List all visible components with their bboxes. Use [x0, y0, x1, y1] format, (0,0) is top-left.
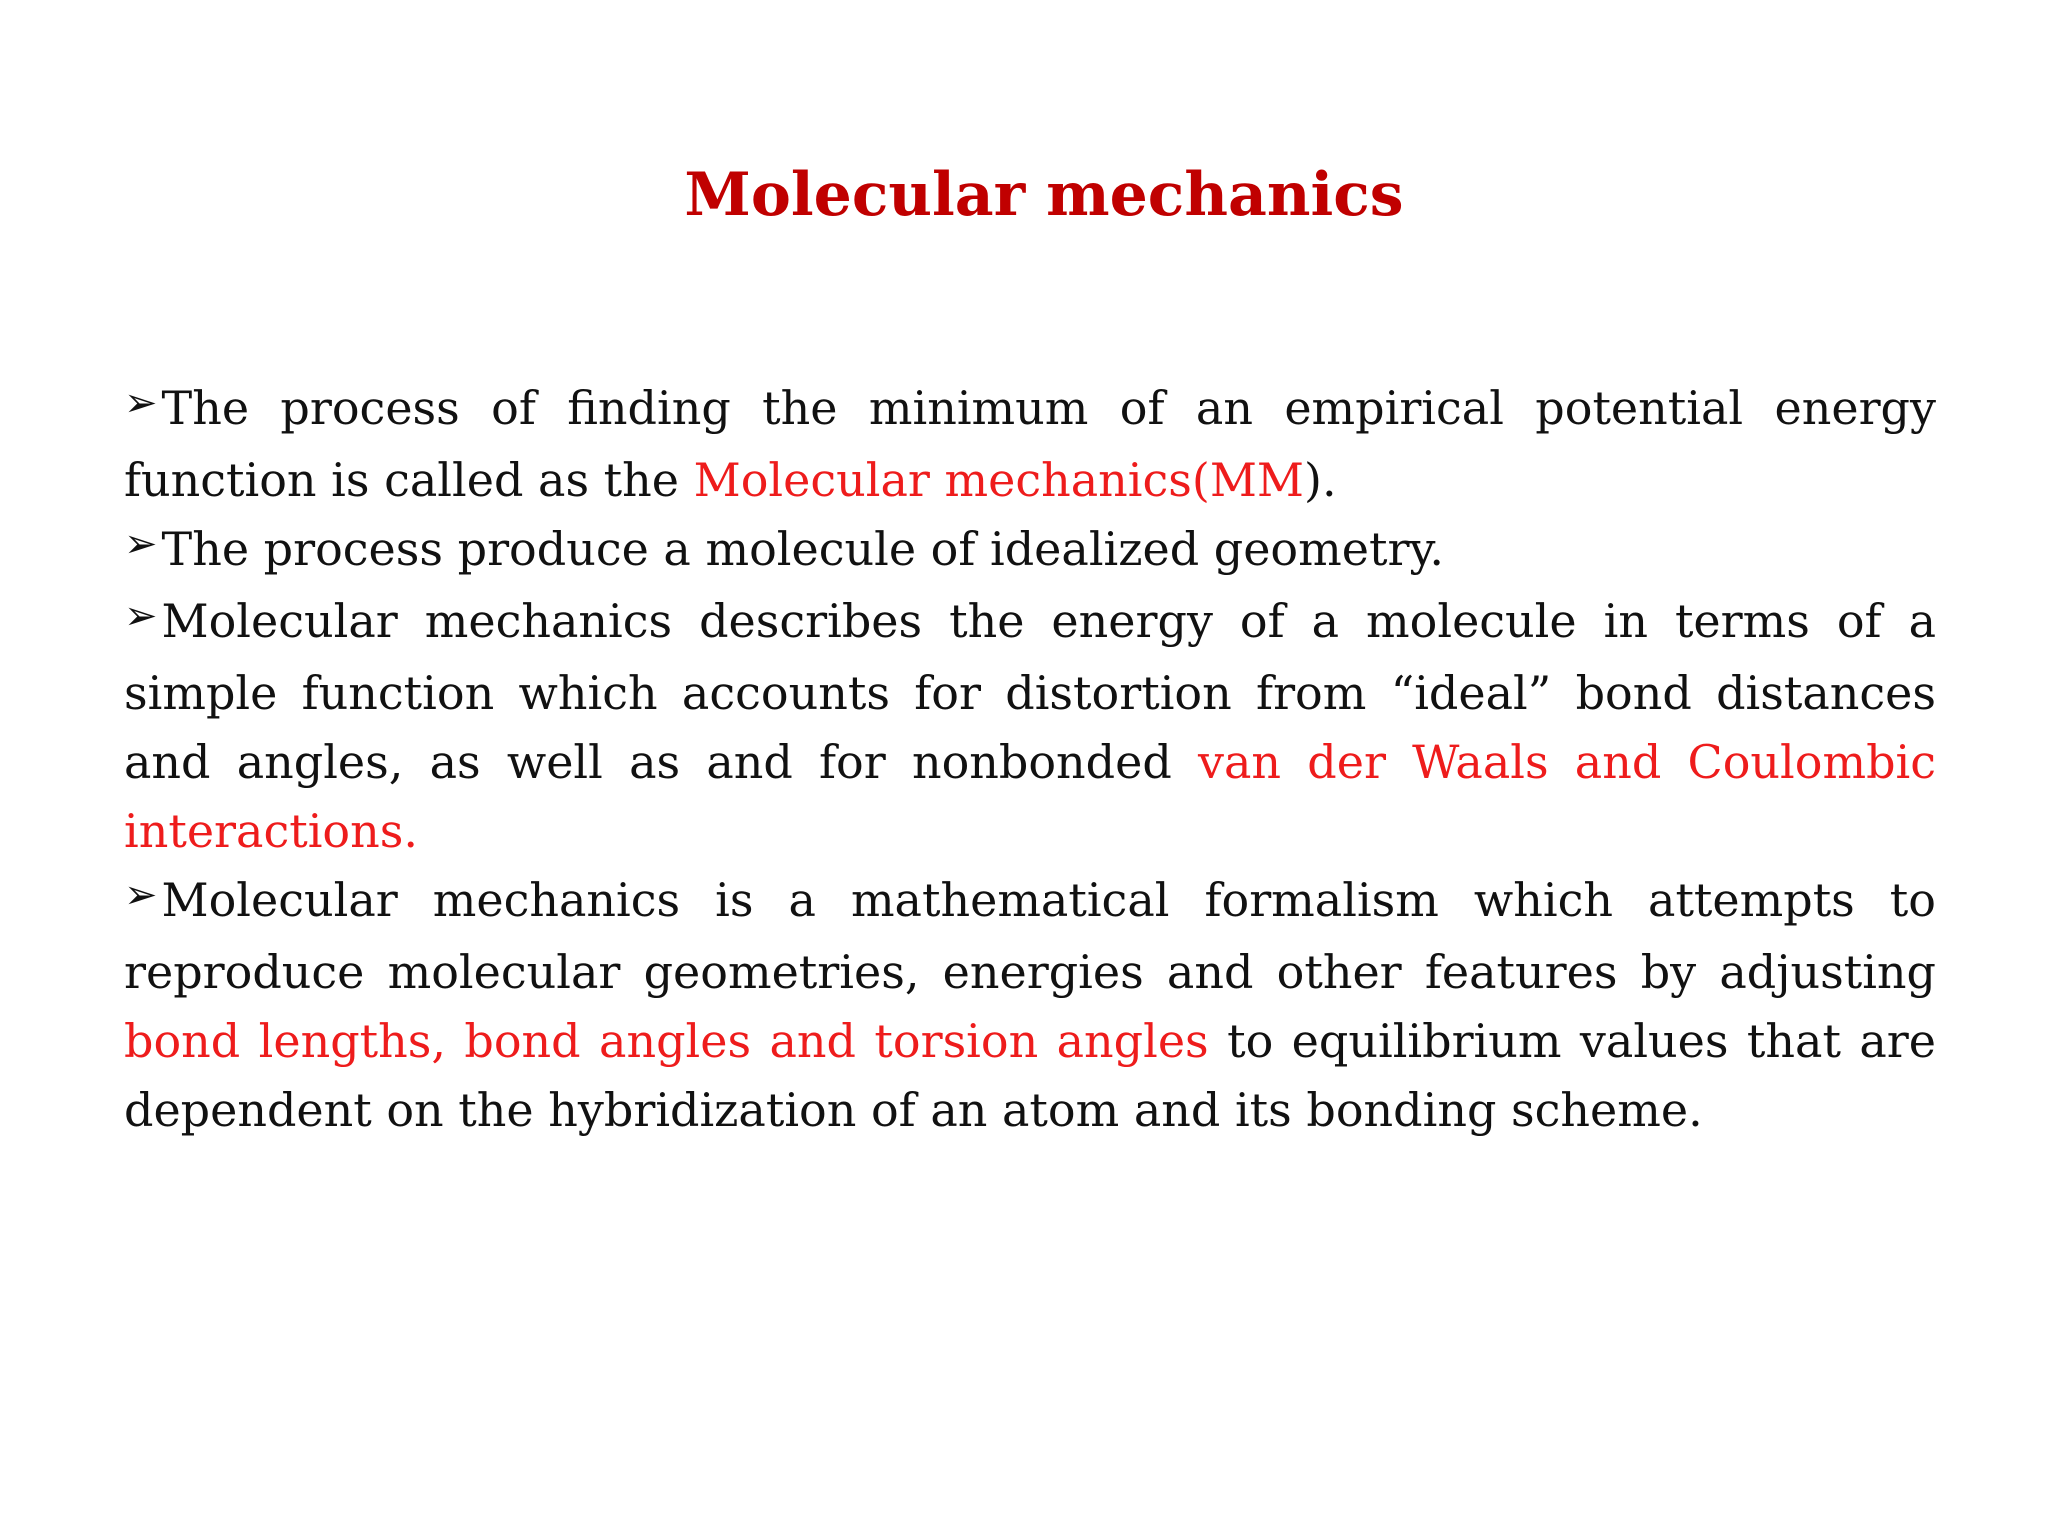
bullet-text: to equilibrium values that are dependent on the hybridization of an atom and its bonding scheme.: [124, 1014, 1936, 1137]
arrowhead-bullet-icon: ➢: [124, 593, 158, 639]
slide-title: Molecular mechanics: [684, 160, 1404, 230]
highlight-term: Molecular mechanics(MM: [693, 453, 1305, 507]
bullet-text: ).: [1304, 453, 1337, 507]
bullet-item: [124, 515, 1936, 587]
bullet-text: The process of finding the minimum of an empirical potential energy function is called as the: [124, 381, 1936, 507]
bullet-item: [124, 587, 1936, 866]
highlight-term: van der Waals and Coulombic interactions.: [124, 735, 1936, 858]
arrowhead-bullet-icon: ➢: [124, 380, 158, 426]
bullet-text: Molecular mechanics is a mathematical formalism which attempts to reproduce molecular geometries, energies and other features by adjusting: [124, 873, 1936, 999]
bullet-list: [124, 374, 1936, 1145]
bullet-item: [124, 866, 1936, 1145]
bullet-text: The process produce a molecule of idealized geometry.: [161, 522, 1444, 576]
arrowhead-bullet-icon: ➢: [124, 872, 158, 918]
arrowhead-bullet-icon: ➢: [124, 521, 158, 567]
highlight-term: bond lengths, bond angles and torsion angles: [124, 1014, 1209, 1068]
bullet-item: [124, 374, 1936, 515]
bullet-text: Molecular mechanics describes the energy of a molecule in terms of a simple function which accounts for distortion from “ideal” bond distances and angles, as well as and for nonbonded: [124, 594, 1936, 789]
